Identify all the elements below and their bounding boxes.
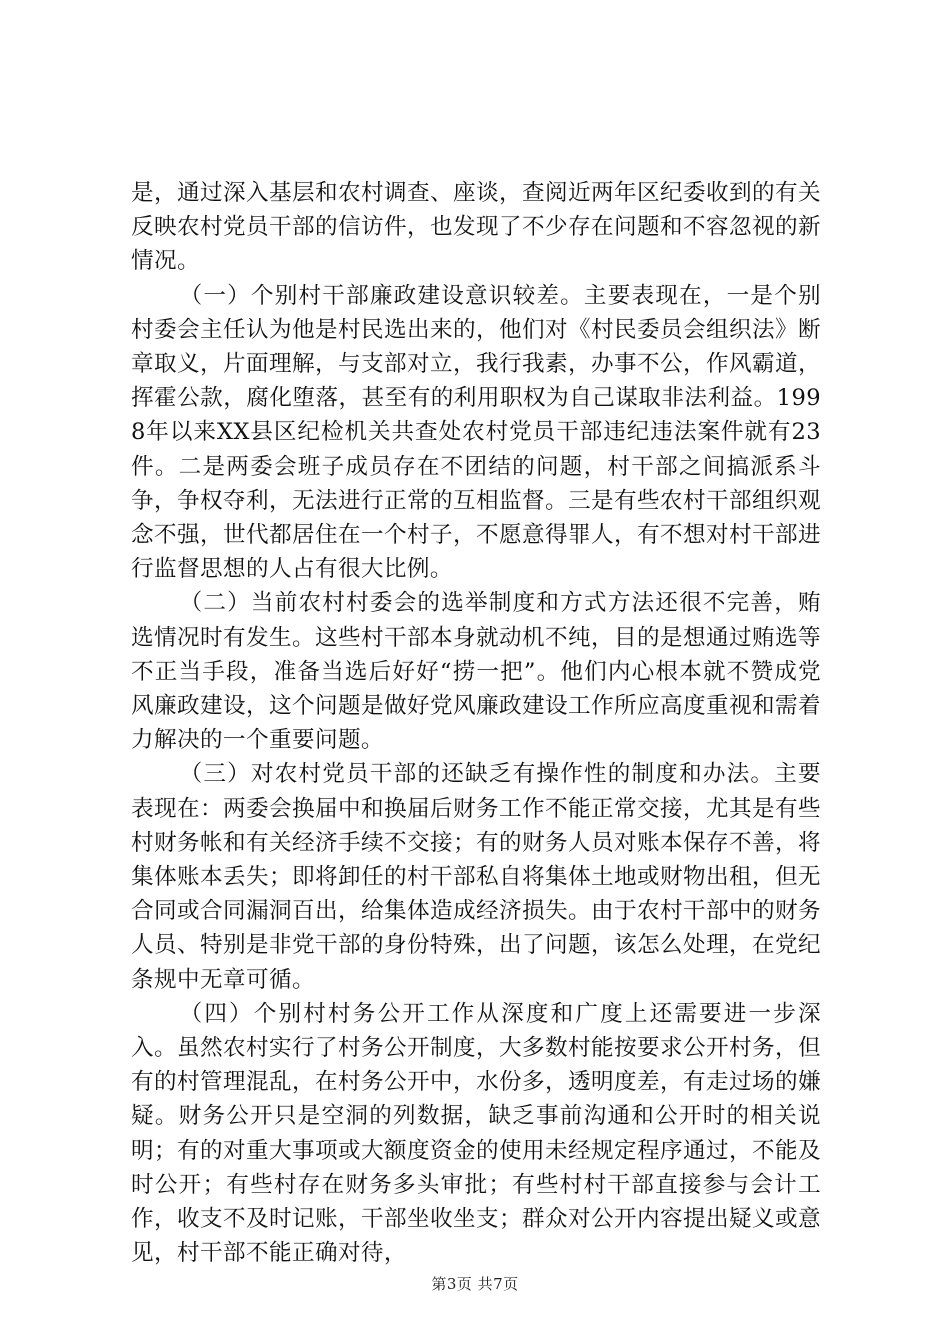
- page-footer: [0, 1274, 950, 1294]
- paragraph-section-1: （一）个别村干部廉政建设意识较差。主要表现在，一是个别村委会主任认为他是村民选出来的，他们对《村民委员会组织法》断章取义，片面理解，与支部对立，我行我素，办事不公，作风霸道，挥霍公款，腐化堕落，甚至有的利用职权为自己谋取非法利益。1998年以来XX县区纪检机关共查处农村党员干部违纪违法案件就有23件。二是两委会班子成员存在不团结的问题，村干部之间搞派系斗争，争权夺利，无法进行正常的互相监督。三是有些农村干部组织观念不强，世代都居住在一个村子，不愿意得罪人，有不想对村干部进行监督思想的人占有很大比例。: [131, 282, 821, 583]
- document-body: [131, 176, 821, 1271]
- paragraph-continuation: 是，通过深入基层和农村调查、座谈，查阅近两年区纪委收到的有关反映农村党员干部的信访件，也发现了不少存在问题和不容忽视的新情况。: [131, 180, 821, 275]
- paragraph-section-4: （四）个别村村务公开工作从深度和广度上还需要进一步深入。虽然农村实行了村务公开制度，大多数村能按要求公开村务，但有的村管理混乱，在村务公开中，水份多，透明度差，有走过场的嫌疑。财务公开只是空洞的列数据，缺乏事前沟通和公开时的相关说明；有的对重大事项或大额度资金的使用未经规定程序通过，不能及时公开；有些村存在财务多头审批；有些村村干部直接参与会计工作，收支不及时记账，干部坐收坐支；群众对公开内容提出疑义或意见，村干部不能正确对待，: [131, 1000, 821, 1267]
- page-number-label: 第3页 共7页: [431, 1275, 519, 1293]
- paragraph-section-3: （三）对农村党员干部的还缺乏有操作性的制度和办法。主要表现在：两委会换届中和换届后财务工作不能正常交接，尤其是有些村财务帐和有关经济手续不交接；有的财务人员对账本保存不善，将集体账本丢失；即将卸任的村干部私自将集体土地或财物出租，但无合同或合同漏洞百出，给集体造成经济损失。由于农村干部中的财务人员、特别是非党干部的身份特殊，出了问题，该怎么处理，在党纪条规中无章可循。: [131, 761, 821, 993]
- paragraph-section-2: （二）当前农村村委会的选举制度和方式方法还很不完善，贿选情况时有发生。这些村干部本身就动机不纯，目的是想通过贿选等不正当手段，准备当选后好好“捞一把”。他们内心根本就不赞成党风廉政建设，这个问题是做好党风廉政建设工作所应高度重视和需着力解决的一个重要问题。: [131, 590, 821, 754]
